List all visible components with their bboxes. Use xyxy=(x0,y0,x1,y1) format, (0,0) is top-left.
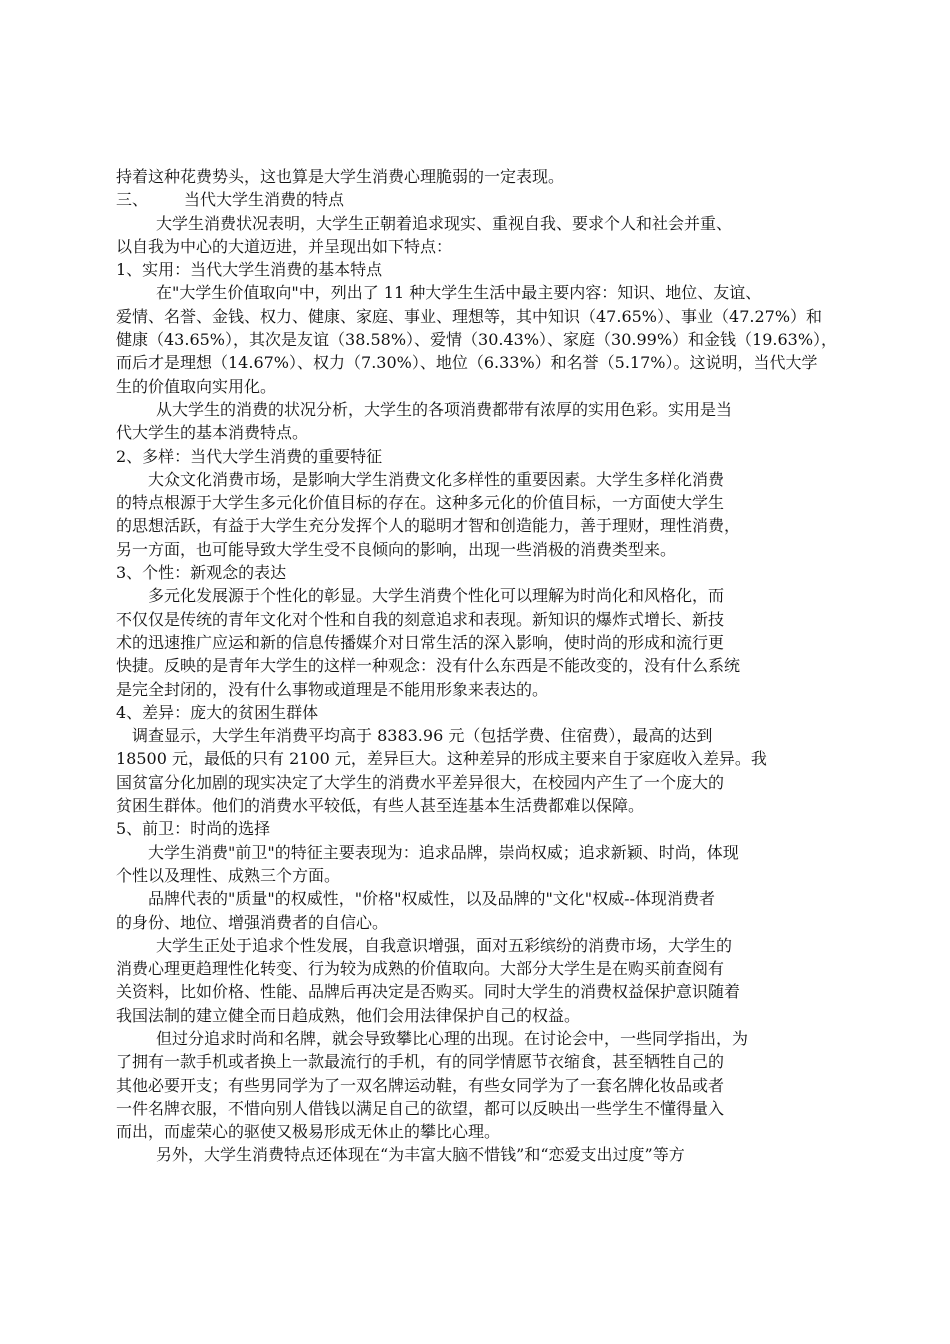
subsection-heading: 3、个性：新观念的表达 xyxy=(116,563,287,583)
paragraph-line: 18500 元，最低的只有 2100 元，差异巨大。这种差异的形成主要来自于家庭收入差异。我 xyxy=(116,749,767,769)
paragraph-line: 的特点根源于大学生多元化价值目标的存在。这种多元化的价值目标，一方面使大学生 xyxy=(116,493,725,513)
paragraph-line: 调查显示，大学生年消费平均高于 8383.96 元（包括学费、住宿费），最高的达到 xyxy=(132,726,713,746)
section-heading xyxy=(116,188,838,211)
paragraph-line: 一件名牌衣服，不惜向别人借钱以满足自己的欲望，都可以反映出一些学生不懂得量入 xyxy=(116,1098,725,1118)
section-number: 三、 xyxy=(116,190,149,210)
paragraph-line: 但过分追求时尚和名牌，就会导致攀比心理的出现。在讨论会中，一些同学指出，为 xyxy=(156,1028,749,1048)
subsection-heading: 4、差异：庞大的贫困生群体 xyxy=(116,702,319,722)
paragraph-line: 国贫富分化加剧的现实决定了大学生的消费水平差异很大，在校园内产生了一个庞大的 xyxy=(116,772,725,792)
paragraph-line: 爱情、名誉、金钱、权力、健康、家庭、事业、理想等，其中知识（47.65%）、事业（47.27%）和 xyxy=(116,306,823,326)
paragraph-line: 消费心理更趋理性化转变、行为较为成熟的价值取向。大部分大学生是在购买前查阅有 xyxy=(116,959,725,979)
subsection-heading: 1、实用：当代大学生消费的基本特点 xyxy=(116,260,383,280)
paragraph-line: 是完全封闭的，没有什么事物或道理是不能用形象来表达的。 xyxy=(116,679,549,699)
paragraph-line: 健康（43.65%），其次是友谊（38.58%）、爱情（30.43%）、家庭（30.99%）和金钱（19.63%）， xyxy=(116,330,838,350)
section-title: 当代大学生消费的特点 xyxy=(184,190,345,210)
paragraph-line: 不仅仅是传统的青年文化对个性和自我的刻意追求和表现。新知识的爆炸式增长、新技 xyxy=(116,609,725,629)
paragraph-line: 在"大学生价值取向"中，列出了 11 种大学生生活中最主要内容：知识、地位、友谊、 xyxy=(156,283,762,303)
paragraph-line: 代大学生的基本消费特点。 xyxy=(116,423,309,443)
paragraph-line: 另一方面，也可能导致大学生受不良倾向的影响，出现一些消极的消费类型来。 xyxy=(116,539,677,559)
subsection-heading: 5、前卫：时尚的选择 xyxy=(116,819,271,839)
text-line: 持着这种花费势头，这也算是大学生消费心理脆弱的一定表现。 xyxy=(116,167,565,186)
paragraph-line: 而后才是理想（14.67%）、权力（7.30%）、地位（6.33%）和名誉（5.17%）。这说明，当代大学 xyxy=(116,353,818,373)
paragraph-line: 另外，大学生消费特点还体现在“为丰富大脑不惜钱”和“恋爱支出过度”等方 xyxy=(156,1145,685,1165)
paragraph-line: 的身份、地位、增强消费者的自信心。 xyxy=(116,912,389,932)
paragraph-line: 大学生正处于追求个性发展，自我意识增强，面对五彩缤纷的消费市场，大学生的 xyxy=(156,935,733,955)
paragraph-line: 贫困生群体。他们的消费水平较低，有些人甚至连基本生活费都难以保障。 xyxy=(116,796,645,816)
paragraph-line: 从大学生的消费的状况分析，大学生的各项消费都带有浓厚的实用色彩。实用是当 xyxy=(156,399,733,419)
paragraph-line: 多元化发展源于个性化的彰显。大学生消费个性化可以理解为时尚化和风格化，而 xyxy=(148,586,725,606)
document-body xyxy=(116,165,838,1167)
paragraph-line: 生的价值取向实用化。 xyxy=(116,376,277,396)
paragraph-line: 大学生消费"前卫"的特征主要表现为：追求品牌，崇尚权威；追求新颖、时尚，体现 xyxy=(148,842,739,862)
paragraph-line: 其他必要开支；有些男同学为了一双名牌运动鞋，有些女同学为了一套名牌化妆品或者 xyxy=(116,1075,725,1095)
paragraph-line: 而出，而虚荣心的驱使又极易形成无休止的攀比心理。 xyxy=(116,1122,501,1142)
paragraph-line: 大学生消费状况表明，大学生正朝着追求现实、重视自我、要求个人和社会并重、 xyxy=(156,213,733,233)
paragraph-line: 品牌代表的"质量"的权威性，"价格"权威性，以及品牌的"文化"权威--体现消费者 xyxy=(148,889,715,909)
paragraph-line: 我国法制的建立健全而日趋成熟，他们会用法律保护自己的权益。 xyxy=(116,1005,581,1025)
paragraph-line: 个性以及理性、成熟三个方面。 xyxy=(116,865,341,885)
subsection-heading: 2、多样：当代大学生消费的重要特征 xyxy=(116,446,383,466)
paragraph-line: 的思想活跃，有益于大学生充分发挥个人的聪明才智和创造能力，善于理财，理性消费， xyxy=(116,516,741,536)
paragraph-line: 关资料，比如价格、性能、品牌后再决定是否购买。同时大学生的消费权益保护意识随着 xyxy=(116,982,741,1002)
paragraph-line: 以自我为中心的大道迈进，并呈现出如下特点： xyxy=(116,236,453,256)
paragraph-line: 快捷。反映的是青年大学生的这样一种观念：没有什么东西是不能改变的，没有什么系统 xyxy=(116,656,741,676)
paragraph-line: 大众文化消费市场，是影响大学生消费文化多样性的重要因素。大学生多样化消费 xyxy=(148,469,725,489)
paragraph-line: 术的迅速推广应运和新的信息传播媒介对日常生活的深入影响，使时尚的形成和流行更 xyxy=(116,632,725,652)
paragraph-line: 了拥有一款手机或者换上一款最流行的手机，有的同学情愿节衣缩食，甚至牺牲自己的 xyxy=(116,1052,725,1072)
